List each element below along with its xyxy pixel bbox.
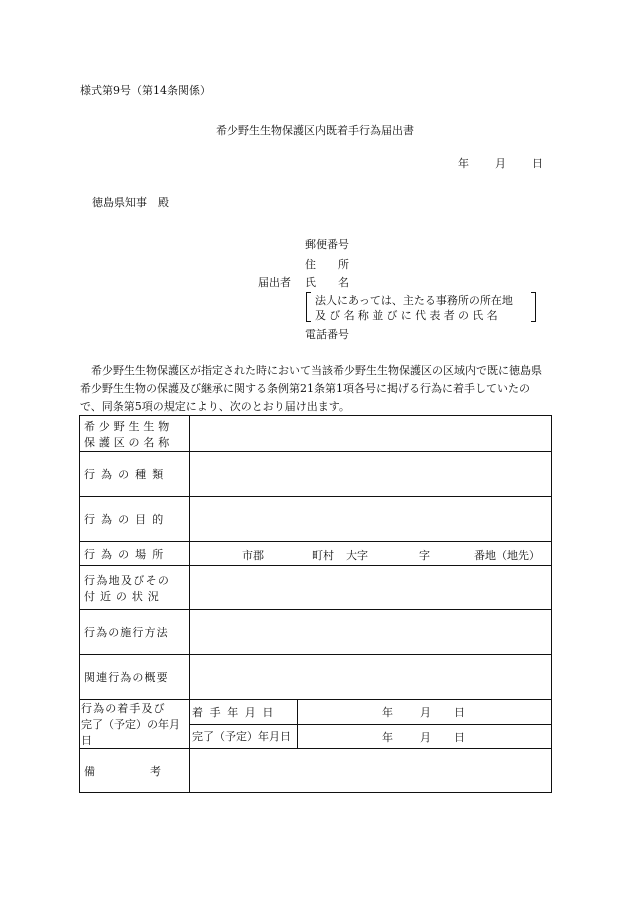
date-day: 日 bbox=[532, 157, 543, 170]
action-purpose-field[interactable] bbox=[190, 497, 552, 542]
corporate-note-line1: 法人にあっては、主たる事務所の所在地 bbox=[315, 294, 513, 307]
reserve-name-field[interactable] bbox=[190, 416, 552, 452]
place-town: 町村 bbox=[312, 549, 334, 562]
name-label: 氏 名 bbox=[305, 276, 349, 289]
address-label: 住 所 bbox=[305, 258, 349, 271]
dates-label: 行為の着手及び 完了（予定）の年月日 bbox=[80, 700, 190, 749]
action-type-label: 行為の種類 bbox=[80, 452, 190, 497]
telephone-label: 電話番号 bbox=[305, 328, 349, 341]
action-place-label: 行為の場所 bbox=[80, 542, 190, 566]
remarks-field[interactable] bbox=[190, 749, 552, 793]
date-month: 月 bbox=[495, 157, 506, 170]
date-year: 年 bbox=[458, 157, 469, 170]
corporate-note bbox=[306, 292, 536, 322]
related-action-label: 関連行為の概要 bbox=[80, 655, 190, 700]
form-number: 様式第9号（第14条関係） bbox=[80, 84, 211, 97]
postal-code-label: 郵便番号 bbox=[305, 238, 349, 251]
method-field[interactable] bbox=[190, 610, 552, 655]
corporate-note-line2: 及び名称並びに代表者の氏名 bbox=[315, 309, 501, 322]
remarks-label: 備 考 bbox=[80, 749, 190, 793]
place-banchi: 番地（地先） bbox=[474, 549, 540, 562]
action-purpose-label: 行為の目的 bbox=[80, 497, 190, 542]
notifier-label: 届出者 bbox=[258, 276, 291, 289]
related-action-field[interactable] bbox=[190, 655, 552, 700]
body-paragraph: 希少野生生物保護区が指定された時において当該希少野生生物保護区の区域内で既に徳島県希少野生生物の保護及び継承に関する条例第21条第1項各号に掲げる行為に着手していたので、同条第5項の規定により、次のとおり届け出ます。 bbox=[80, 364, 542, 413]
document-title: 希少野生生物保護区内既着手行為届出書 bbox=[216, 124, 414, 137]
notification-table bbox=[79, 415, 552, 793]
place-aza: 字 bbox=[419, 549, 430, 562]
start-date-field[interactable]: 年 月 日 bbox=[298, 700, 552, 725]
place-city: 市郡 bbox=[242, 549, 264, 562]
site-condition-label: 行為地及びその 付近の状況 bbox=[80, 566, 190, 610]
end-date-label: 完了（予定）年月日 bbox=[190, 724, 298, 749]
method-label: 行為の施行方法 bbox=[80, 610, 190, 655]
site-condition-field[interactable] bbox=[190, 566, 552, 610]
recipient: 徳島県知事 殿 bbox=[92, 196, 169, 209]
action-place-field[interactable] bbox=[190, 542, 552, 566]
reserve-name-label: 希少野生生物 保護区の名称 bbox=[80, 416, 190, 452]
date-line bbox=[458, 155, 543, 171]
start-date-label: 着手年月日 bbox=[190, 700, 298, 725]
action-type-field[interactable] bbox=[190, 452, 552, 497]
end-date-field[interactable]: 年 月 日 bbox=[298, 724, 552, 749]
place-oaza: 大字 bbox=[346, 549, 368, 562]
